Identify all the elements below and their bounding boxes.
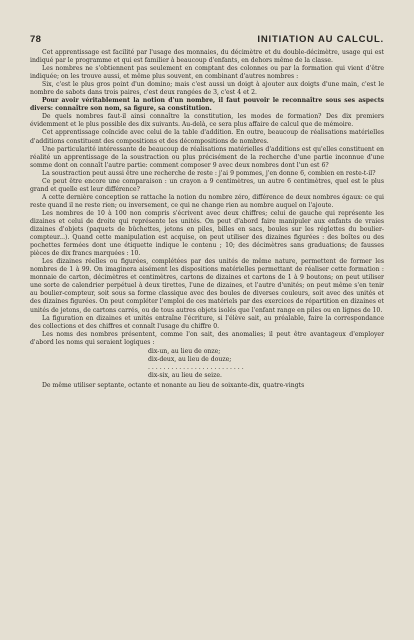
paragraph: Les noms des nombres présentent, comme l'on sait, des anomalies; il peut être avantageux d'employer d'abord les noms qui seraient logiques : xyxy=(30,330,384,346)
paragraph: Une particularité intéressante de beaucoup de réalisations matérielles d'additions est qu'elles constituent en réalité un apprentissage de la soustraction ou plus précisément de la recherche d'une partie inconnue d'une somme dont on connaît l'autre partie: comment composer 9 avec deux nombres dont l'un est 6? xyxy=(30,145,384,169)
paragraph: De quels nombres faut-il ainsi connaître la constitution, les modes de formation? Des dix premiers évidemment et le plus possible des dix suivants. Au-delà, ce sera plus affaire de calcul que de mémoire. xyxy=(30,113,384,129)
list-item: dix-un, au lieu de onze; xyxy=(148,347,221,355)
list-ellipsis: . . . . . . . . . . . . . . . . . . . . . . . . . xyxy=(148,363,244,371)
page-number: 78 xyxy=(30,34,42,45)
paragraph: La figuration en dizaines et unités entraîne l'écriture, si l'élève sait, au préalable, faire la correspondance des collections et des chiffres et connaît l'usage du chiffre 0. xyxy=(30,314,384,330)
running-header xyxy=(30,34,384,45)
paragraph: La soustraction peut aussi être une recherche de reste : j'ai 9 pommes, j'en donne 6, combien en reste-t-il? xyxy=(42,169,376,177)
body-text xyxy=(30,49,384,347)
list-item: dix-deux, au lieu de douze; xyxy=(148,355,232,363)
paragraph: Ce peut être encore une comparaison : un crayon a 9 centimètres, un autre 6 centimètres, quel est le plus grand et quelle est leur différence? xyxy=(30,177,384,193)
number-name-list xyxy=(148,348,384,380)
bold-statement: Pour avoir véritablement la notion d'un nombre, il faut pouvoir le reconnaître sous ses aspects divers: connaître son nom, sa figure, sa constitution. xyxy=(30,97,384,113)
paragraph-bold xyxy=(30,97,384,113)
list-item: dix-six, au lieu de seize. xyxy=(148,371,222,379)
final-paragraph: De même utiliser septante, octante et nonante au lieu de soixante-dix, quatre-vingts xyxy=(42,381,305,389)
paragraph: Cet apprentissage est facilité par l'usage des monnaies, du décimètre et du double-décimètre, usage qui est indiqué par le programme et qui est familier à beaucoup d'enfants, en dehors même de la classe. xyxy=(30,49,384,65)
paragraph: A cette dernière conception se rattache la notion du nombre zéro, différence de deux nombres égaux: ce qui reste quand il ne reste rien; ou inversement, ce qui ne change rien au nombre auquel on l'ajoute. xyxy=(30,193,384,209)
running-title: INITIATION AU CALCUL. xyxy=(257,34,384,45)
paragraph: Six, c'est le plus gros point d'un domino; mais c'est aussi un doigt à ajouter aux doigts d'une main, c'est le nombre de sabots dans trois paires, c'est deux rangées de 3, c'est 4 et 2. xyxy=(30,81,384,97)
paragraph: Les dizaines réelles ou figurées, complétées par des unités de même nature, permettent de former les nombres de 1 à 99. On imaginera aisément les dispositions matérielles permettant de réaliser cette formation : monnaie de carton, décimètres et centimètres, cartons de dizaines et cartons de 1 à 9 boutons; on peut utiliser une sorte de calendrier perpétuel à deux tirettes, l'une de dizaines, et l'autre d'unités; on peut même s'en tenir au boulier-compteur, soit sous sa forme classique avec des boules de diverses couleurs, soit avec des unités et des dizaines figurées. On peut compléter l'emploi de ces matériels par des exercices de répartition en dizaines et unités de jetons, de cartons carrés, ou de tous autres objets isolés que l'enfant range en piles ou en lignes de 10. xyxy=(30,258,384,314)
paragraph: Les nombres de 10 à 100 non compris s'écrivent avec deux chiffres; celui de gauche qui représente les dizaines et celui de droite qui représente les unités. On peut d'abord faire manipuler aux enfants de vraies dizaines d'objets (paquets de bûchettes, jetons en piles, billes en sacs, boules sur les réglettes du boulier-compteur...). Quand cette manipulation est acquise, on peut utiliser des dizaines figurées : des boîtes ou des pochettes fermées dont une étiquette indique le contenu ; 10; des décimètres sans graduations; de fausses pièces de dix francs marquées : 10. xyxy=(30,209,384,258)
paragraph: Cet apprentissage coïncide avec celui de la table d'addition. En outre, beaucoup de réalisations matérielles d'additions constituent des compositions et des décompositions de nombres. xyxy=(30,129,384,145)
paragraph: Les nombres ne s'obtiennent pas seulement en comptant des colonnes ou par la formation qui vient d'être indiquée; on les trouve aussi, et même plus souvent, en combinant d'autres nombres : xyxy=(30,65,384,81)
